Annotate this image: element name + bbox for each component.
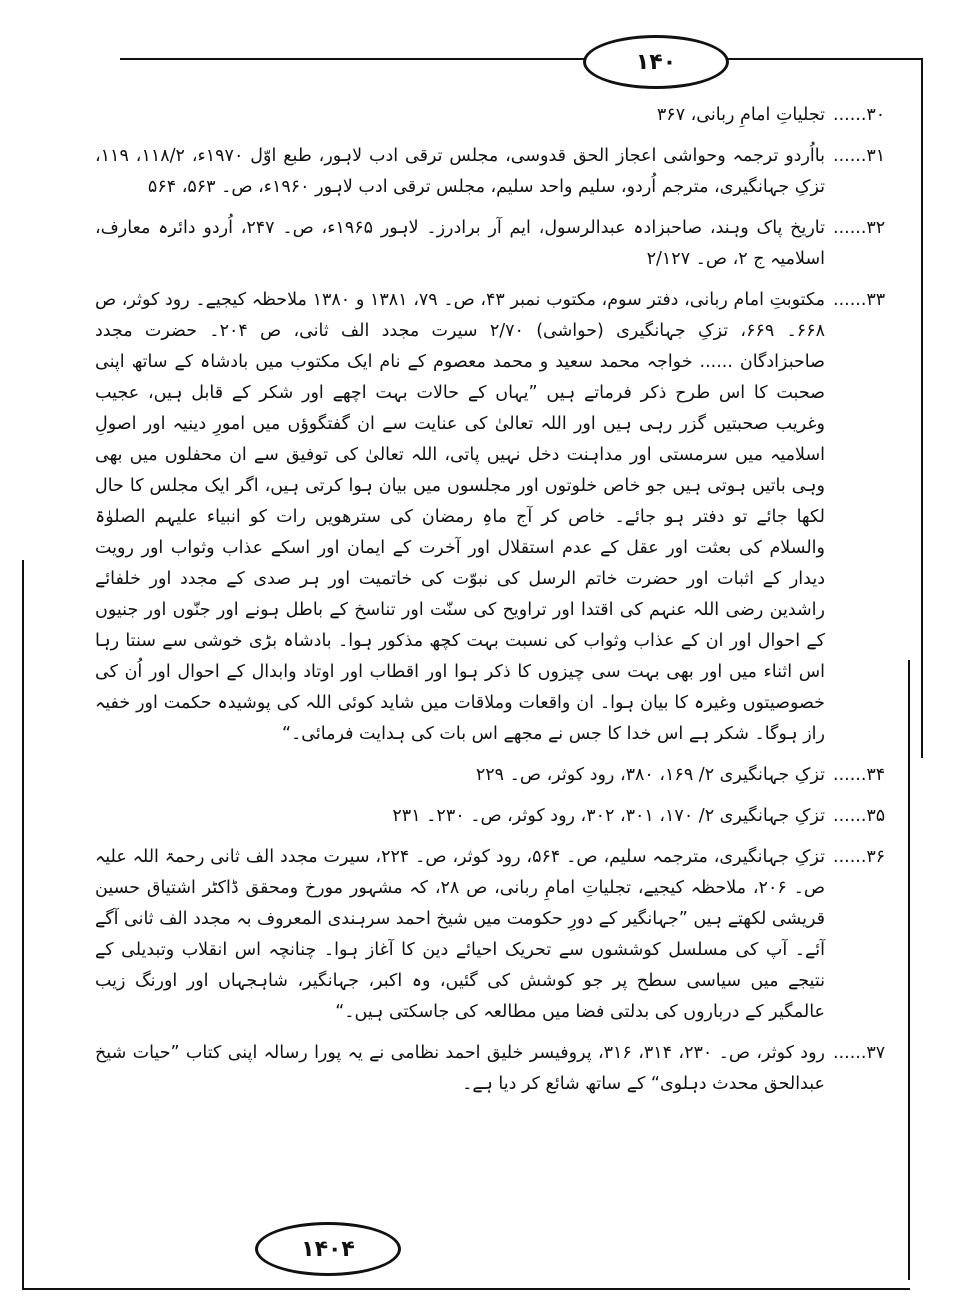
footnote-30 — [95, 100, 895, 131]
footnote-37 — [95, 1038, 895, 1100]
footnote-34 — [95, 760, 895, 791]
footnote-36 — [95, 842, 895, 1028]
footnote-text: تزکِ جہانگیری، مترجمہ سلیم، ص۔ ۵۶۴، رود کوثر، ص۔ ۲۲۴، سیرت مجدد الف ثانی رحمۃ اللہ علیہ ص۔ ۲۰۶، ملاحظہ کیجیے، تجلیاتِ امامِ ربانی، ص ۲۸، کہ مشہور مورخ ومحقق ڈاکٹر اشتیاق حسین قریشی لکھتے ہیں ”جہانگیر کے دورِ حکومت میں شیخ احمد سرہندی المعروف بہ مجدد الف ثانی آگے آئے۔ آپ کی مسلسل کوششوں سے تحریک احیائے دین کا آغاز ہوا۔ چنانچہ اس انقلاب وتبدیلی کے نتیجے میں سیاسی سطح پر جو کوشش کی گئیں، وہ اکبر، جہانگیر، شاہجہاں اور اورنگ زیب عالمگیر کے درباروں کی بدلتی فضا میں مطالعہ کی جاسکتی ہیں۔“ — [95, 847, 826, 1022]
footnote-number: ۳۲...... — [833, 218, 886, 238]
footnote-number: ۳۶...... — [833, 847, 886, 867]
footnote-text: مکتوبتِ امام ربانی، دفتر سوم، مکتوب نمبر ۴۳، ص۔ ۷۹، ۱۳۸۱ و ۱۳۸۰ ملاحظہ کیجیے۔ رود کوثر، ص ۶۶۸۔ ۶۶۹، تزکِ جہانگیری (حواشی) ۲/۷۰ سیرت مجدد الف ثانی، ص ۲۰۴۔ حضرت مجدد صاحبزادگان ...... خواجہ محمد سعید و محمد معصوم کے نام ایک مکتوب میں بادشاہ کے ساتھ اپنی صحبت کا اس طرح ذکر فرماتے ہیں ”یہاں کے حالات بہت اچھے اور شکر کے قابل ہیں، عجیب وغریب صحبتیں گزر رہی ہیں اور اللہ تعالیٰ کی عنایت سے ان گفتگوؤں میں امورِ دینیہ اور اصولِ اسلامیہ میں سرمستی اور مداہنت دخل نہیں پاتی، اللہ تعالیٰ کی توفیق سے ان محفلوں میں بھی وہی باتیں ہوتی ہیں جو خاص خلوتوں اور مجلسوں میں بیان ہوا کرتی ہیں، اگر ایک مجلس کا حال لکھا جائے تو دفتر ہو جائے۔ خاص کر آج ماہِ رمضان کی سترھویں رات کو انبیاء علیہم الصلوٰۃ والسلام کی بعثت اور عقل کے عدم استقلال اور آخرت کے ایمان اور اسکے عذاب وثواب اور رویت دیدار کے اثبات اور حضرت خاتم الرسل کی نبوّت کی خاتمیت اور ہر صدی کے مجدد اور خلفائے راشدین رضی اللہ عنہم کی اقتدا اور تراویح کی سنّت اور تناسخ کے باطل ہونے اور جنّوں اور جنیوں کے احوال اور ان کے عذاب وثواب کی نسبت بہت کچھ مذکور ہوا۔ بادشاہ بڑی خوشی سے سنتا رہا اس اثناء میں اور بھی بہت سی چیزوں کا ذکر ہوا اور اقطاب اور اوتاد وابدال کے احوال اور اُن کی خصوصیتوں وغیرہ کا بیان ہوا۔ ان واقعات وملاقات میں شاید کوئی اللہ کی پوشیدہ حکمت اور خفیہ راز ہوگا۔ شکر ہے اس خدا کا جس نے مجھے اس بات کی ہدایت فرمائی۔“ — [95, 290, 825, 744]
footnote-number: ۳۰...... — [833, 105, 886, 125]
footnote-number: ۳۴...... — [833, 765, 886, 785]
header-page-number — [583, 35, 729, 89]
frame-left-line — [22, 560, 24, 1290]
footnote-number: ۳۷...... — [833, 1043, 886, 1063]
footnote-number: ۳۱...... — [833, 146, 886, 166]
footnote-text: رود کوثر، ص۔ ۲۳۰، ۳۱۴، ۳۱۶، پروفیسر خلیق احمد نظامی نے یہ پورا رسالہ اپنی کتاب ”حیات شیخ عبدالحق محدث دہلوی“ کے ساتھ شائع کر دیا ہے۔ — [95, 1043, 826, 1094]
frame-inner-right-line — [908, 660, 910, 1280]
frame-bottom-line — [22, 1288, 910, 1290]
frame-right-line — [921, 58, 923, 758]
footnote-text: تاریخ پاک وہند، صاحبزادہ عبدالرسول، ایم آر برادرز۔ لاہور ۱۹۶۵ء، ص۔ ۲۴۷، اُردو دائرہ معارف، اسلامیہ ج ۲، ص۔ ۲/۱۲۷ — [95, 218, 826, 269]
footnote-number: ۳۵...... — [833, 806, 886, 826]
footer-page-number — [255, 1222, 401, 1276]
footnote-text: تزکِ جہانگیری ۲/ ۱۶۹، ۳۸۰، رود کوثر، ص۔ ۲۲۹ — [475, 765, 825, 785]
footnote-31 — [95, 141, 895, 203]
footnote-33 — [95, 285, 895, 750]
footnote-text: تجلیاتِ امامِ ربانی، ۳۶۷ — [656, 105, 825, 125]
footnote-35 — [95, 801, 895, 832]
header-page-number-text: ۱۴۰ — [635, 49, 677, 75]
footnotes-list — [95, 100, 895, 1180]
frame-top-line — [120, 58, 923, 60]
footnote-number: ۳۳...... — [833, 290, 886, 310]
footnote-text: بااُردو ترجمہ وحواشی اعجاز الحق قدوسی، مجلس ترقی ادب لاہور، طبع اوّل ۱۹۷۰ء، ۱۱۸/۲، ۱۱۹، تزکِ جہانگیری، مترجم اُردو، سلیم واحد سلیم، مجلس ترقی ادب لاہور ۱۹۶۰ء، ص۔ ۵۶۳، ۵۶۴ — [95, 146, 825, 197]
footer-page-number-text: ۱۴۰۴ — [301, 1236, 355, 1262]
footnote-32 — [95, 213, 895, 275]
footnote-text: تزکِ جہانگیری ۲/ ۱۷۰، ۳۰۱، ۳۰۲، رود کوثر، ص۔ ۲۳۰۔ ۲۳۱ — [392, 806, 825, 826]
